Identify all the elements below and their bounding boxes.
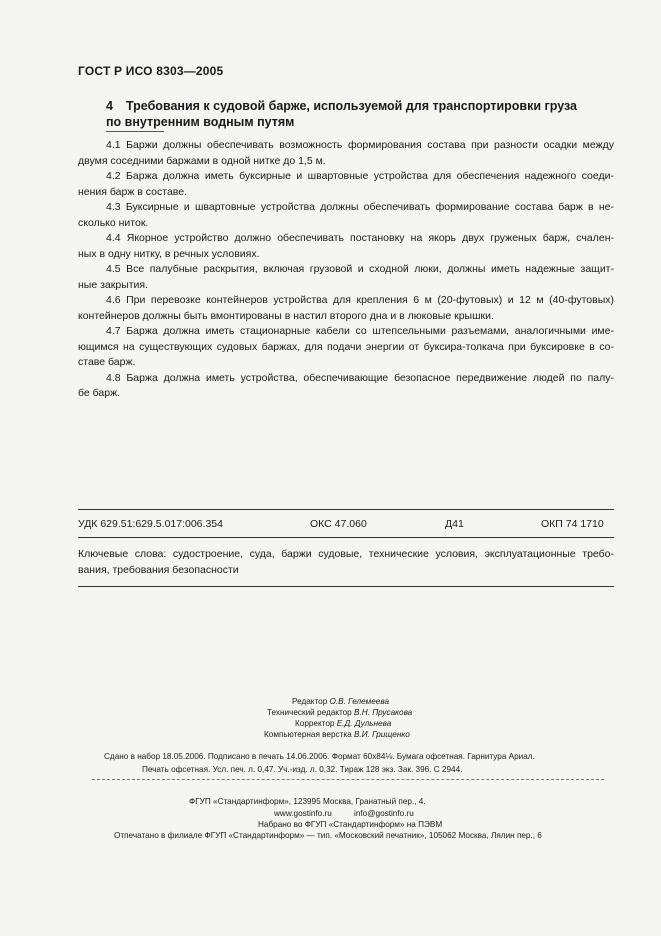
- section-title-line1: Требования к судовой барже, используемой для транспортировки груза: [126, 99, 577, 113]
- paragraph-4-7: [78, 324, 614, 371]
- section-body: [78, 138, 614, 402]
- typeset-note: Набрано во ФГУП «Стандартинформ» на ПЭВМ: [258, 820, 443, 829]
- paragraph-4-2: [78, 169, 614, 200]
- paragraph-line: ные закрытия.: [78, 278, 149, 291]
- paragraph-line: ющимся на существующих судовых баржах, для подачи энергии от буксира-толкача при буксировке в со-: [78, 340, 614, 353]
- editor-role: Редактор: [292, 697, 328, 706]
- paragraph-line: 4.6 При перевозке контейнеров устройства для крепления 6 м (20-футовых) и 12 м (40-футовых): [106, 294, 614, 306]
- udk-code: УДК 629.51:629.5.017:006.354: [78, 518, 223, 530]
- imprint-layout: [264, 730, 410, 739]
- paragraph-line: нения барж в составе.: [78, 185, 187, 198]
- paragraph-4-1: [78, 138, 614, 169]
- d-code: Д41: [445, 518, 464, 530]
- paragraph-line: 4.7 Баржа должна иметь стационарные кабели со штепсельными разъемами, аналогичными име-: [106, 325, 614, 337]
- paragraph-line: 4.8 Баржа должна иметь устройства, обеспечивающие безопасное передвижение людей по палу-: [106, 371, 614, 384]
- keywords-bottom-rule: [78, 586, 614, 587]
- imprint-dashed-rule: [92, 779, 604, 780]
- paragraph-4-5: [78, 262, 614, 293]
- tech-editor-name: В.Н. Прусакова: [354, 708, 413, 717]
- paragraph-line: 4.4 Якорное устройство должно обеспечивать постановку на якорь двух груженых барж, счален-: [106, 232, 614, 244]
- print-details-line1: Сдано в набор 18.05.2006. Подписано в печать 14.06.2006. Формат 60x84⅛. Бумага офсетная. Гарнитура Ариал.: [104, 752, 535, 761]
- keywords-line: Ключевые слова: судостроение, суда, баржи судовые, технические условия, эксплуатационные требо-: [78, 548, 614, 560]
- publisher-address: ФГУП «Стандартинформ», 123995 Москва, Гранатный пер., 4.: [189, 797, 426, 806]
- paragraph-line: сколько ниток.: [78, 216, 149, 229]
- document-code-header: ГОСТ Р ИСО 8303—2005: [78, 64, 224, 78]
- paragraph-4-8: [78, 371, 614, 402]
- paragraph-line: бе барж.: [78, 387, 121, 399]
- heading-underline: [106, 131, 164, 132]
- section-number: 4: [106, 99, 113, 113]
- paragraph-line: ных в одну нитку, в речных условиях.: [78, 247, 260, 260]
- paragraph-4-6: [78, 293, 614, 324]
- classification-top-rule: [78, 509, 614, 510]
- paragraph-4-4: [78, 231, 614, 262]
- corrector-name: Е.Д. Дульнева: [336, 719, 392, 728]
- publisher-website[interactable]: www.gostinfo.ru: [274, 809, 332, 818]
- print-details-line2: Печать офсетная. Усл. печ. л. 0,47. Уч.-изд. л. 0,32. Тираж 128 экз. Зак. 396. С 2944.: [142, 765, 463, 774]
- printed-at-note: Отпечатано в филиале ФГУП «Стандартинформ» — тип. «Московский печатник», 105062 Москва, Лялин пер., 6: [114, 831, 542, 840]
- keywords-block: [78, 547, 614, 578]
- paragraph-line: ставе барж.: [78, 356, 136, 368]
- paragraph-line: 4.2 Баржа должна иметь буксирные и швартовные устройства для обеспечения надежного соеди-: [106, 170, 614, 182]
- publisher-email[interactable]: info@gostinfo.ru: [354, 809, 414, 818]
- paragraph-line: контейнеров должны быть вмонтированы в настил второго дна и в люковые крышки.: [78, 309, 494, 322]
- corrector-role: Корректор: [295, 719, 335, 728]
- editor-name: О.В. Гелемеева: [329, 697, 390, 706]
- okp-code: ОКП 74 1710: [541, 518, 604, 530]
- paragraph-line: 4.5 Все палубные раскрытия, включая грузовой и сходной люки, должны иметь надежные защит-: [106, 263, 614, 275]
- imprint-tech-editor: [267, 708, 412, 717]
- paragraph-4-3: [78, 200, 614, 231]
- paragraph-line: двумя соседними баржами в одной нитке до 1,5 м.: [78, 154, 326, 167]
- imprint-editor: [292, 697, 389, 706]
- layout-name: В.И. Грищенко: [353, 730, 410, 739]
- classification-middle-rule: [78, 537, 614, 538]
- keywords-line: вания, требования безопасности: [78, 563, 239, 576]
- paragraph-line: 4.1 Баржи должны обеспечивать возможность формирования состава при разности осадки между: [106, 139, 614, 151]
- oks-code: ОКС 47.060: [310, 518, 367, 530]
- imprint-corrector: [295, 719, 391, 728]
- paragraph-line: 4.3 Буксирные и швартовные устройства должны обеспечивать формирование состава барж в не-: [106, 201, 614, 213]
- tech-editor-role: Технический редактор: [267, 708, 352, 717]
- layout-role: Компьютерная верстка: [264, 730, 352, 739]
- section-title-line2: по внутренним водным путям: [106, 115, 295, 129]
